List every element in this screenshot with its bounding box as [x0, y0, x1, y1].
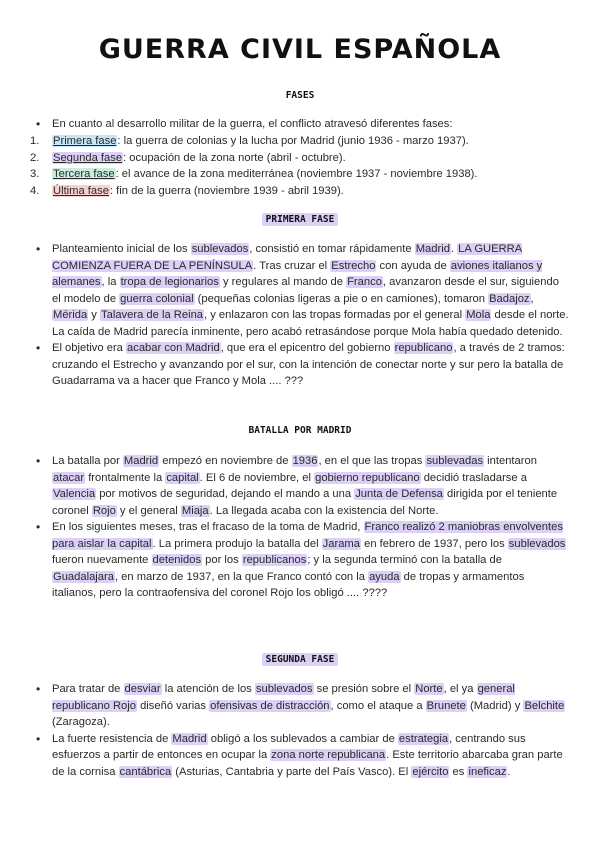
text-run: El objetivo era [52, 342, 127, 354]
fase-item-4 [30, 183, 570, 200]
highlighted-term: acabar con Madrid [127, 342, 220, 354]
segunda-paragraph-2 [30, 731, 570, 781]
text-run: , en marzo de 1937, en la que Franco contó con la [114, 570, 369, 583]
highlighted-term: ayuda [369, 570, 400, 583]
text-run: (pequeñas colonias ligeras a pie o en camiones), tomaron [194, 292, 489, 305]
highlighted-term: LA GUERRA COMIENZA FUERA DE LA PENÍNSULA [52, 243, 523, 272]
text-run: La batalla por [52, 455, 123, 467]
text-run: . El 6 de noviembre, el [199, 471, 315, 484]
text-run: . Tras cruzar el [253, 259, 331, 272]
text-run: La fuerte resistencia de [52, 732, 172, 745]
highlighted-term: 1936 [292, 455, 318, 467]
highlighted-term: sublevados [508, 537, 566, 550]
text-run: . [450, 243, 458, 255]
text-run: 4. [30, 184, 40, 197]
text-run: : el avance de la zona mediterránea (noviembre 1937 - noviembre 1938). [115, 168, 478, 180]
fases-intro-list [30, 116, 570, 133]
text-run: , avanzaron desde el sur, siguiendo el modelo de [52, 276, 559, 305]
text-run: (Asturias, Cantabria y parte del País Vasco). El [172, 765, 412, 778]
highlighted-term: Madrid [172, 732, 207, 745]
highlighted-term: aviones italianos y alemanes [52, 259, 543, 288]
text-run: de tropas y armamentos italianos, pero la contraofensiva del coronel Rojo los obligó .... ???? [52, 570, 525, 599]
highlighted-term: guerra colonial [120, 292, 194, 305]
text-run: obligó a los sublevados a cambiar de [207, 732, 398, 745]
highlighted-term: Belchite [524, 699, 565, 712]
batalla-madrid-list [30, 453, 570, 602]
highlighted-term: Junta de Defensa [355, 488, 443, 500]
text-run: , que era el epicentro del gobierno [220, 342, 394, 354]
text-run: por los [202, 554, 242, 566]
page-title: GUERRA CIVIL ESPAÑOLA [98, 34, 502, 65]
highlighted-term: sublevados [255, 683, 313, 695]
highlighted-term: cantábrica [119, 765, 172, 778]
fase-label-2: Segunda fase [53, 151, 123, 164]
text-run: En los siguientes meses, tras el fracaso de la toma de Madrid, [52, 521, 364, 533]
text-run: (Madrid) y [466, 699, 524, 712]
section-heading-fases: FASES [285, 90, 315, 101]
highlighted-term: atacar [53, 471, 85, 484]
highlighted-term: Brunete [426, 699, 466, 712]
highlighted-term: ineficaz [468, 765, 507, 778]
text-run: frontalmente la [85, 471, 166, 484]
fase-item-2 [30, 150, 570, 167]
fase-item-3 [30, 166, 570, 183]
highlighted-term: Miaja [181, 504, 209, 517]
text-run: , en el que las tropas [318, 455, 426, 467]
text-run: y [88, 309, 101, 321]
highlighted-term: detenidos [152, 554, 202, 566]
highlighted-term: Talavera de la Reina [101, 309, 204, 321]
text-run: . La primera produjo la batalla del [152, 537, 322, 550]
text-run: decidió trasladarse a [420, 471, 527, 484]
text-run: , a través de 2 tramos: cruzando el Estrecho y avanzando por el sur, con la intención de conectar norte y sur pero la batalla de Guadarrama va a hacer que Franco y Mola .... ??? [52, 342, 565, 387]
highlighted-term: zona norte republicana [271, 749, 386, 761]
text-run: intentaron [484, 455, 537, 467]
highlighted-term: Badajoz [489, 292, 530, 305]
text-run: , [530, 292, 534, 305]
text-run: con ayuda de [376, 259, 450, 272]
text-run: , el ya [443, 683, 477, 695]
highlighted-term: gobierno republicano [315, 471, 420, 484]
section-heading-segunda-fase: SEGUNDA FASE [0, 654, 600, 665]
fases-intro: • En cuanto al desarrollo militar de la guerra, el conflicto atravesó diferentes fases: [30, 116, 570, 133]
section-heading-primera-fase: PRIMERA FASE [0, 214, 600, 225]
highlighted-term: sublevadas [426, 455, 484, 467]
text-run: 1. [30, 135, 40, 147]
highlighted-term: Jarama [322, 537, 360, 550]
text-run: por motivos de seguridad, dejando el mando a una [96, 488, 355, 500]
primera-fase-list [30, 241, 570, 390]
text-run: y el general [116, 504, 181, 517]
highlighted-term: desviar [124, 683, 161, 695]
segunda-fase-list [30, 681, 570, 780]
highlighted-term: Estrecho [331, 259, 376, 272]
highlighted-term: republicano [394, 342, 453, 354]
highlighted-term: Franco realizó 2 maniobras envolventes para aislar la capital [52, 521, 563, 550]
text-run: Planteamiento inicial de los [52, 243, 191, 255]
highlighted-term: Madrid [123, 455, 159, 467]
text-run: se presión sobre el [313, 683, 415, 695]
highlighted-term: general republicano Rojo [52, 683, 515, 712]
highlighted-term: Guadalajara [53, 570, 114, 583]
fase-label-1: Primera fase [53, 135, 117, 147]
text-run: : la guerra de colonias y la lucha por Madrid (junio 1936 - marzo 1937). [117, 135, 469, 147]
fase-label-3: Tercera fase [53, 168, 115, 180]
text-run: fueron nuevamente [52, 554, 152, 566]
text-run: desde el norte. La caída de Madrid parecía inminente, pero acabó retrasándose porque Mola había quedado detenido. [52, 309, 569, 338]
batalla-paragraph-1 [30, 453, 570, 519]
batalla-paragraph-2 [30, 519, 570, 602]
highlighted-term: capital [166, 471, 199, 484]
highlighted-term: Rojo [92, 504, 116, 517]
text-run: , consistió en tomar rápidamente [249, 243, 415, 255]
text-run: , la [101, 276, 120, 288]
text-run: y regulares al mando de [219, 276, 347, 288]
text-run: la atención de los [161, 683, 255, 695]
text-run: , como el ataque a [330, 699, 426, 712]
highlighted-term: estrategia [398, 732, 449, 745]
text-run: (Zaragoza). [52, 716, 110, 728]
text-run: empezó en noviembre de [159, 455, 292, 467]
text-run: : fin de la guerra (noviembre 1939 - abril 1939). [109, 184, 344, 197]
highlighted-term: republicanos [242, 554, 307, 566]
highlighted-term: sublevados [191, 243, 249, 255]
highlighted-term: Norte [415, 683, 443, 695]
highlighted-term: tropa de legionarios [120, 276, 219, 288]
highlighted-term: Madrid [415, 243, 450, 255]
text-run: Para tratar de [52, 683, 124, 695]
fase-label-4: Última fase [53, 184, 109, 197]
primera-fase-paragraph-1 [30, 241, 570, 340]
text-run: es [449, 765, 468, 778]
highlighted-term: ejército [412, 765, 449, 778]
text-run: dirigida por el teniente coronel [52, 488, 558, 517]
fase-item-1 [30, 133, 570, 150]
text-run: , centrando sus esfuerzos a partir de entonces en ocupar la [52, 732, 526, 761]
text-run: ; y la segunda terminó con la batalla de [307, 554, 502, 566]
primera-fase-paragraph-2 [30, 340, 570, 390]
highlighted-term: Valencia [53, 488, 96, 500]
text-run: . La llegada acaba con la existencia del Norte. [209, 504, 439, 517]
fases-list [30, 133, 570, 199]
section-heading-batalla-madrid: BATALLA POR MADRID [248, 425, 352, 436]
highlighted-term: Mola [466, 309, 491, 321]
highlighted-term: ofensivas de distracción [210, 699, 330, 712]
highlighted-term: Mérida [53, 309, 88, 321]
segunda-paragraph-1 [30, 681, 570, 731]
text-run: : ocupación de la zona norte (abril - octubre). [123, 151, 346, 164]
text-run: diseñó varias [136, 699, 210, 712]
text-run: 3. [30, 168, 40, 180]
text-run: . [507, 765, 511, 778]
text-run: en febrero de 1937, pero los [360, 537, 508, 550]
text-run: . Este territorio abarcaba gran parte de la cornisa [52, 749, 563, 778]
text-run: , y enlazaron con las tropas formadas por el general [204, 309, 466, 321]
highlighted-term: Franco [347, 276, 382, 288]
text-run: 2. [30, 151, 40, 164]
